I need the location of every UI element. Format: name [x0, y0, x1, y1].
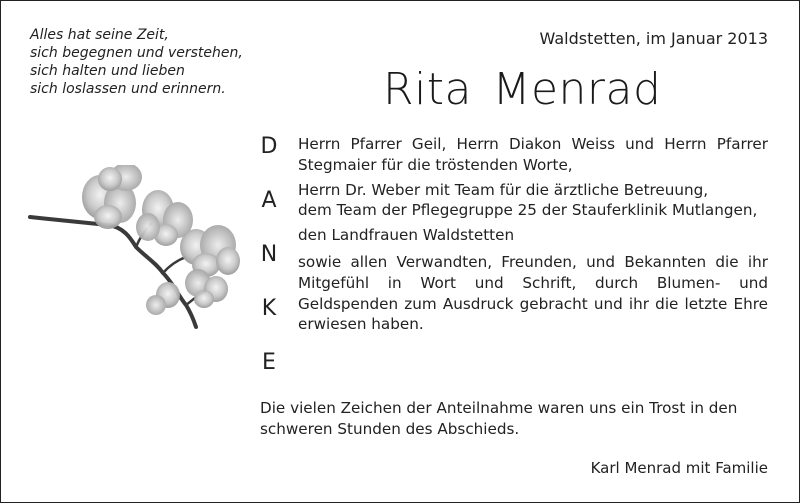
closing-paragraph: Die vielen Zeichen der Anteilnahme waren uns ein Trost in den schweren Stunden des Abschieds. — [260, 399, 738, 438]
thanks-item: sowie allen Verwandten, Freunden, und Bekannten die ihr Mitgefühl in Wort und Schrift, durch Blumen- und Geldspenden zum Ausdruck gebracht und ihr die letzte Ehre erwiesen haben. — [298, 252, 768, 334]
danke-letter: A — [261, 188, 277, 213]
signature: Karl Menrad mit Familie — [590, 459, 768, 477]
danke-letter: E — [262, 350, 276, 375]
closing-text — [260, 398, 770, 440]
poem — [30, 26, 243, 98]
poem-line: Alles hat seine Zeit, — [30, 27, 169, 43]
thanks-item: dem Team der Pflegegruppe 25 der Stauferklinik Mutlangen, — [298, 201, 758, 220]
orchid-branch-icon — [28, 165, 248, 335]
place-date: Waldstetten, im Januar 2013 — [539, 29, 768, 48]
thanks-item: Herrn Dr. Weber mit Team für die ärztliche Betreuung, — [298, 180, 709, 199]
deceased-name: Rita Menrad — [383, 64, 662, 115]
danke-letter: D — [260, 134, 278, 159]
thanks-list — [298, 134, 768, 335]
danke-letter: N — [260, 242, 278, 267]
poem-line: sich loslassen und erinnern. — [30, 81, 226, 97]
danke-letter: K — [261, 296, 277, 321]
poem-line: sich begegnen und verstehen, — [30, 45, 243, 61]
poem-line: sich halten und lieben — [30, 63, 185, 79]
thanks-item: den Landfrauen Waldstetten — [298, 226, 515, 245]
thanks-item: Herrn Pfarrer Geil, Herrn Diakon Weiss und Herrn Pfarrer Stegmaier für die tröstenden Worte, — [298, 135, 768, 174]
